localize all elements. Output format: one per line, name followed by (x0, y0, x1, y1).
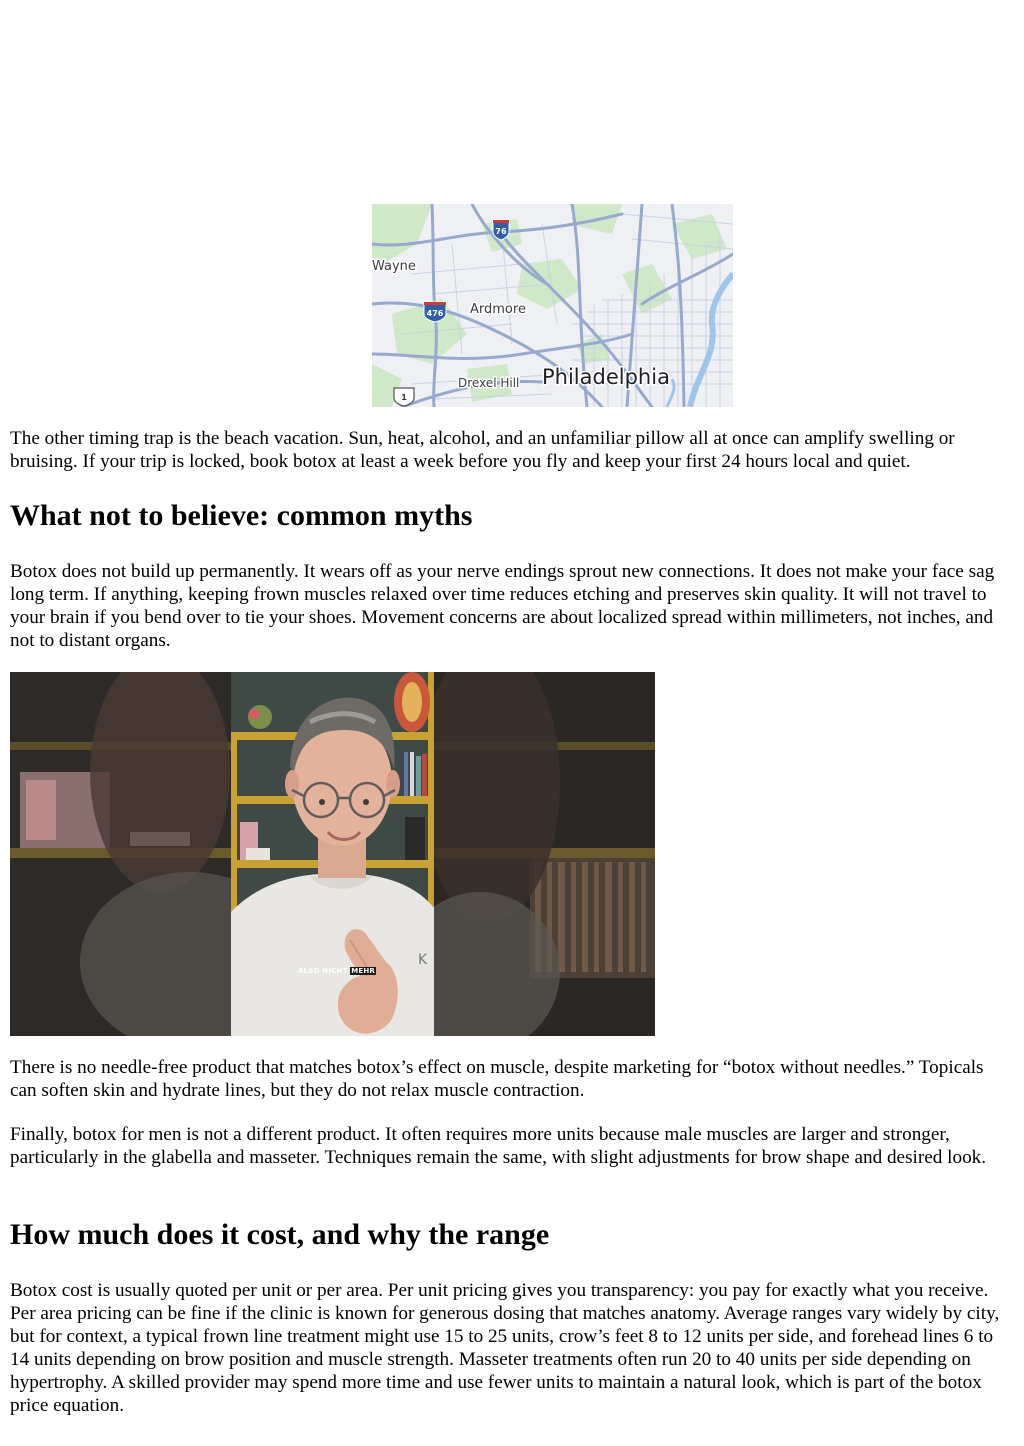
video-frame-image (10, 672, 655, 1036)
caption-text: ALSO NICHT (298, 967, 348, 975)
caption-highlight: MEHR (351, 967, 375, 975)
heading-common-myths: What not to believe: common myths (10, 499, 473, 532)
route-1-label: 1 (401, 393, 407, 402)
video-thumbnail[interactable] (10, 672, 655, 1036)
paragraph-botox-for-men: Finally, botox for men is not a different product. It often requires more units because male muscles are larger and stronger, particularly in the glabella and masseter. Techniques remain the same, with slight adjustments for brow shape and desired look. (10, 1124, 987, 1168)
video-caption (298, 967, 376, 975)
interstate-476-shield (424, 302, 446, 322)
location-map[interactable] (372, 204, 733, 407)
shirt-letter: K (418, 952, 428, 968)
us-route-1-shield (394, 388, 414, 406)
map-label-drexel-hill: Drexel Hill (458, 376, 520, 390)
heading-cost: How much does it cost, and why the range (10, 1218, 550, 1251)
map-label-wayne: Wayne (372, 259, 416, 274)
map-label-philadelphia: Philadelphia (542, 365, 670, 389)
route-476-label: 476 (426, 309, 444, 318)
paragraph-beach-vacation: The other timing trap is the beach vacation. Sun, heat, alcohol, and an unfamiliar pillow all at once can amplify swelling or bruising. If your trip is locked, book botox at least a week before you fly and keep your first 24 hours local and quiet. (10, 428, 955, 472)
map-canvas (372, 204, 733, 407)
map-label-ardmore: Ardmore (470, 302, 526, 317)
paragraph-myths: Botox does not build up permanently. It wears off as your nerve endings sprout new connections. It does not make your face sag long term. If anything, keeping frown muscles relaxed over time reduces etching and preserves skin quality. It will not travel to your brain if you bend over to tie your shoes. Movement concerns are about localized spread within millimeters, not inches, and not to distant organs. (10, 561, 995, 651)
paragraph-needle-free: There is no needle-free product that matches botox’s effect on muscle, despite marketing for “botox without needles.” Topicals can soften skin and hydrate lines, but they do not relax muscle contraction. (10, 1057, 984, 1101)
paragraph-cost: Botox cost is usually quoted per unit or per area. Per unit pricing gives you transparency: you pay for exactly what you receive. Per area pricing can be fine if the clinic is known for generous dosing that matches anatomy. Average ranges vary widely by city, but for context, a typical frown line treatment might use 15 to 25 units, crow’s feet 8 to 12 units per side, and forehead lines 6 to 14 units depending on brow position and muscle strength. Masseter treatments often run 20 to 40 units per side depending on hypertrophy. A skilled provider may spend more time and use fewer units to maintain a natural look, which is part of the botox price equation. (10, 1280, 1000, 1416)
interstate-76-shield (493, 220, 509, 240)
route-76-label: 76 (495, 227, 507, 236)
cropped-text-strip (88, 403, 372, 409)
